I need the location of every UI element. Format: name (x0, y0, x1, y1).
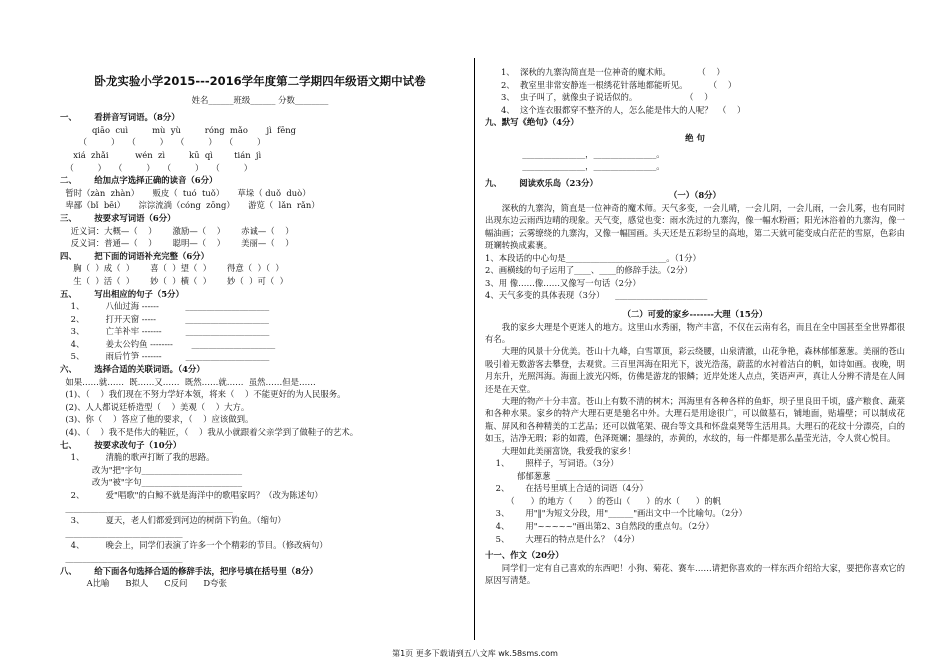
question-line: 4、 这个连衣服都穿不整齐的人，怎么能是伟大的人呢？ （ ） (485, 104, 746, 115)
question-line: 2、画横线的句子运用了____、____的修辞手法。（2分） (485, 265, 693, 276)
question-line: 4、 姜太公钓鱼 -------- ____________________ (60, 338, 276, 349)
question-line: 2、 在括号里填上合适的词语（4分） (485, 483, 648, 494)
question-line: 5、 雨后竹笋 ------- ____________________ (60, 351, 270, 362)
question-line: 一、 看拼音写词语。（8分） (60, 112, 180, 123)
question-line: 2、 教室里非常安静连一根绣花针落地都能听见。 （ ） (485, 79, 737, 90)
question-line: 1、本段话的中心句是________________________。（1分） (485, 252, 701, 263)
question-line: 1、 照样子，写词语。（3分） (485, 458, 619, 468)
question-line: 1、 清脆的歌声打断了我的思路。 (60, 452, 215, 463)
question-line: 暂时（zàn zhàn） 贩皮（ tuó tuǒ） 草垛（ duǒ duò） (60, 187, 311, 198)
left-column (60, 60, 460, 590)
page-footer: 第1页 更多下载请到五八文库 wk.58sms.com (392, 649, 558, 658)
question-line: 1、 深秋的九寨沟简直是一位神奇的魔术师。 （ ） (485, 67, 725, 77)
question-line: ________________________________________ (60, 502, 233, 513)
question-line: 5、 大理石的特点是什么？（4分） (485, 533, 640, 544)
question-line: (4)、（ ）我不是伟大的鞋匠，（ ）我从小就跟着父亲学到了做鞋子的艺术。 (60, 427, 359, 438)
passage-paragraph: 大理的风景十分优美。苍山十九峰，白雪罩顶，彩云绕腰，山泉清澈，山花争艳，森林郁郁葱葱。美丽的苍山吸引着无数游客去攀登，去观赏。三百里洱海在阳光下，波光浩荡，蔚蓝的水衬着洁白的帆，如诗如画。夜晚，明月东升，光照洱海。海面上波光闪烁，仿佛是游龙的银鳞；近岸处迷人点点，笑语声声，真让人分辨不清是在人间还是在天堂。 (485, 346, 905, 394)
student-info-line: 姓名______班级______ 分数________ (191, 94, 329, 105)
question-line: 4、天气多变的具体表现（3分） ______________________ (485, 290, 708, 301)
question-line: 三、 按要求写词语（6分） (60, 212, 176, 223)
question-line: 九、默写《绝句》（4分） (485, 117, 579, 128)
question-line: （ ） （ ） （ ） （ ） (60, 162, 253, 173)
question-line: 如果……就…… 既……又…… 既然……就…… 虽然……但是…… (60, 376, 316, 387)
question-line: 改为"把"字句________________________ (60, 464, 243, 475)
question-line: 2、 爱"唱歌"的白鲸不就是海洋中的歌唱家吗？（改为陈述句） (60, 490, 323, 500)
part1-passage: 深秋的九寨沟，简直是一位神奇的魔术师。天气多变，一会儿晴，一会儿阴，一会儿雨，一会儿雾，也有同时出现东边云雨西边晴的现象。天气变，感觉也变：雨水洗过的九寨沟，像一幅水粉画；阳光沐浴着的九寨沟，像一幅油画；云雾缭绕的九寨沟，又像一幅国画。头天还是五彩纷呈的高地，第二天就可能变成白茫茫的雪原，色彩由斑斓转换成素裹。 (485, 202, 905, 251)
page-title: 卧龙实验小学2015---2016学年度第二学期四年级语文期中试卷 (94, 74, 426, 88)
part1-title: （一）（8分） (669, 190, 721, 201)
question-line: 3、 用"‖"为短文分段，用"______"画出文中一个比喻句。（2分） (485, 508, 748, 519)
question-line: （ ） （ ） （ ） （ ） (60, 137, 266, 148)
writing-prompt: 同学们一定有自己喜欢的东西吧！小狗、菊花、赛车……请把你喜欢的一样东西介绍给大家，要把你喜欢它的原因写清楚。 (485, 562, 905, 586)
question-line: 五、 写出相应的句子（5分） (60, 288, 184, 299)
question-line: 七、 按要求改句子（10分） (60, 439, 182, 450)
question-line: ____________________________ (60, 527, 183, 538)
part1-questions (485, 252, 905, 302)
question-line: 八、 给下面各句选择合适的修辞手法，把序号填在括号里（8分） (60, 565, 318, 576)
part2-ending: 大理如此美丽富饶，我爱我的家乡！ (501, 445, 636, 456)
question-line: (2)、人人都说廷桥造型（ ）美观（ ）大方。 (60, 401, 250, 412)
question-line: 卑鄙（bǐ bēi） 淙淙流淌（cóng zōng） 游览（ lǎn rǎn） (60, 200, 320, 211)
rhetoric-questions (485, 66, 905, 129)
question-line: xiá zhǎi wén zì kū qì tián jì (60, 149, 262, 160)
question-line: 4、 晚会上，同学们表演了许多一个个精彩的节目。（修改病句） (60, 540, 328, 551)
passage-paragraph: 我的家乡大理是个更迷人的地方。这里山水秀丽，物产丰富，不仅在云南有名，而且在全中国甚至全世界都很有名。 (485, 321, 905, 344)
passage-paragraph: 大理的物产十分丰富。苍山上有数不清的树木；洱海里有各种各样的鱼虾，坝子里良田千顷，盛产粮食、蔬菜和各种水果。家乡的特产大理石更是驰名中外。大理石是用途很广，可以做墓石，铺地面，贴墙壁；可以制成花瓶、屏风和各种精美的工艺品；还可以做笔架、砚台等文具和怀盘桌凳等生活用具。大理石的花纹十分漂亮，白的如玉，洁净无瑕；彩的如霞，色泽斑斓；墨绿的，赤黄的，水纹的，每一件都是那么晶莹光洁，令人赏心悦目。 (485, 395, 905, 444)
question-line: (1)、（ ）我们现在不努力学好本领，将来（ ）不能更好的为人民服务。 (60, 389, 346, 400)
question-line: 近义词：大概—（ ） 激励—（ ） 赤诚—（ ） (60, 225, 294, 236)
question-line: 1、 八仙过海 ------ ____________________ (60, 301, 270, 312)
left-questions (60, 111, 460, 590)
question-line: 反义词：普通—（ ） 聪明—（ ） 美丽—（ ） (60, 238, 294, 249)
poem-title: 绝 句 (685, 132, 705, 143)
writing-section-heading: 十一、作文（20分） (485, 550, 564, 561)
question-line: A比喻 B拟人 C反问 D夸张 (60, 578, 227, 589)
question-line: 二、 给加点字选择正确的读音（6分） (60, 175, 218, 186)
part2-passage (485, 321, 905, 445)
question-line: 4、 用"~~~~~"画出第2、3自然段的重点句。（2分） (485, 520, 714, 531)
question-line: 2、 打开天窗 ----- ____________________ (60, 313, 269, 324)
poem-line: _______________，_______________。 (485, 148, 665, 159)
question-line: qiāo cuì mù yù róng mǎo jì fēng (60, 124, 296, 135)
column-divider (474, 58, 475, 640)
part2-title: （二）可爱的家乡-------大理（15分） (622, 308, 768, 319)
question-line: 胸（ ）成（ ） 喜（ ）望（ ） 得意（ ）（ ） (60, 263, 284, 274)
question-line: ____________________________ (60, 552, 183, 563)
question-line: 3、 虫子叫了，就像虫子说话似的。 （ ） (485, 92, 713, 103)
right-column (485, 66, 905, 587)
poem-lines (485, 148, 905, 173)
question-line: (3)、你（ ）答应了他的要求，（ ）应该做到。 (60, 414, 254, 425)
poem-line: _______________，_______________。 (485, 161, 665, 172)
reading-section-heading: 九、 阅读欢乐岛（23分） (485, 177, 598, 188)
question-line: 郁郁葱葱 _____________________ (485, 470, 644, 481)
question-line: 生（ ）活（ ） 妙（ ）横（ ） 妙（ ）可（ ） (60, 275, 288, 286)
question-line: 3、用 像……像……又像写一句话（2分） (485, 277, 641, 288)
question-line: 改为"被"字句________________________ (60, 477, 243, 488)
part2-questions (485, 457, 905, 545)
question-line: 3、 亡羊补牢 ------- ____________________ (60, 326, 270, 337)
question-line: 六、 选择合适的关联词语。（4分） (60, 364, 205, 375)
question-line: 3、 夏天，老人们都爱到河边的树荫下钓鱼。（缩句） (60, 515, 286, 526)
question-line: （ ）的地方（ ）的苍山（ ）的水（ ）的帆 (485, 495, 721, 506)
question-line: 四、 把下面的词语补充完整（6分） (60, 250, 209, 261)
